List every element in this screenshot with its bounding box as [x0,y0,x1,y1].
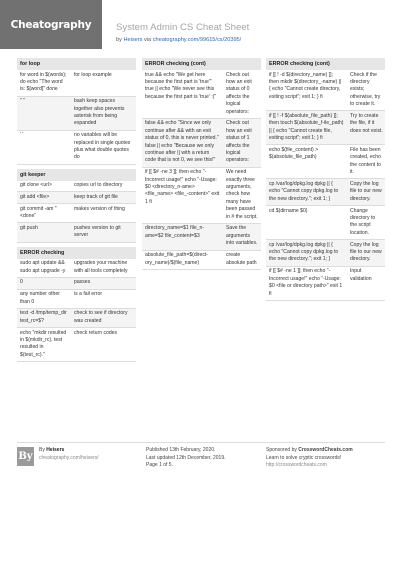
section [17,247,136,362]
footer-author-name[interactable]: Heisers [46,447,65,453]
table-row [17,223,136,242]
table-row [266,179,385,206]
table-row [17,70,136,97]
sponsor-url[interactable]: http://crosswordcheats.com [266,462,327,469]
page-footer [17,442,385,490]
command-cell: echo "mkdir resulted in $(mkdir_rc), test resulted in $(test_rc)." [20,329,67,358]
command-cell: cd $(dirname $0) [269,207,308,214]
command-cell: git clone <url> [20,182,52,189]
description-cell: Check if the directory exists; otherwise, try to create it. [350,71,381,108]
table-row [17,97,136,131]
command-cell: if [[ $# -ne 3 ]]; then echo "-Incorrect usage!" echo "-Usage: $0 <directory_n-ame> <file_name> <file_-content>" exit 1 fi [145,169,220,205]
description-cell: upgrades your machine with all tools completely [74,260,128,274]
description-cell: pushes version to git server [74,225,121,239]
footer-author [39,447,99,462]
command-cell: echo $(file_content) > $(absolute_file_path) [269,147,319,161]
column-1 [17,58,136,366]
description-cell: Check out how an exit status of 1 affects the logical operators: [226,120,252,164]
section-heading: ERROR checking [17,247,136,259]
description-cell: Try to create the file, if it does not exist. [350,113,383,134]
description-cell: check to see if directory was created [74,310,128,324]
column-3 [266,58,385,305]
updated-date: Last updated 12th December, 2019. [146,454,226,461]
table-row [17,192,136,204]
command-cell: cp /var/log/dpkg.log dpkg || { echo "Cannot copy dpkg.log to the new directory."; exit 1; } [269,181,339,202]
footer-sponsor [266,447,353,470]
command-cell: if [[ $# -ne 1 ]]; then echo "-Incorrect usage!" echo "-Usage: $0 <file or directory path>" exit 1 fi [269,268,343,297]
command-cell: if [[ ! -d $(directory_name) ]]; then mkdir $(directory_-name) || { echo "Cannot create directory, exiting script"; exit 1; } fi [269,71,342,100]
table-row [266,145,385,179]
published-date: Published 13th February, 2020. [146,447,216,453]
section-heading: for loop [17,58,136,70]
command-cell: 0 [20,279,23,286]
description-cell: Check out how an exit status of 0 affects the logical operators: [226,71,252,115]
section [142,58,261,270]
footer-author-url[interactable]: cheatography.com/heisers/ [39,454,99,461]
table-row [142,119,261,168]
section-heading: git keeper [17,169,136,181]
table-row [142,251,261,270]
description-cell: bash keep spaces together also prevents asterisk from being expanded [74,98,125,127]
description-cell: We need exactly three arguments, check how many have been passed in # the script. [226,169,258,220]
description-cell: check return codes [74,329,118,336]
description-cell: no variables will be replaced in single quotes plus what double quotes do [74,132,131,161]
sponsor-name[interactable]: CrosswordCheats.com [298,447,353,453]
table-row [17,290,136,309]
table-row [17,181,136,193]
table-row [266,206,385,240]
command-cell: true && echo "We get here because the first part is 'true'" true || echo "We never see this because the first part is 'true' :(" [145,71,217,100]
via-text: via [142,37,153,43]
description-cell: Copy the log file to our new directory. [350,181,382,202]
sponsor-tagline: Learn to solve cryptic crosswords! [266,454,342,461]
command-cell: directory_name=$1 file_n-ame=$2 file_content=$3 [145,225,205,239]
table-row [142,70,261,119]
page-header [0,0,400,56]
description-cell: is a fail error [74,291,103,298]
table-row [142,168,261,224]
description-cell: for loop example [74,71,112,78]
command-cell: sudo apt update && sudo apt upgrade -y [20,260,66,274]
table-row [266,70,385,111]
author-avatar: By [17,447,34,466]
section [266,58,385,301]
section [17,169,136,243]
table-row [17,131,136,165]
author-link[interactable]: Heisers [123,37,143,43]
column-2 [142,58,261,274]
command-cell: false && echo "Since we only continue after && with an exit status of 0, this is never printed." false || echo "Because we only continue after || with a return code that is not 0, we see this!" [145,120,219,164]
description-cell: Save the arguments into variables. [226,225,258,247]
command-cell: cp /var/log/dpkg.log dpkg || { echo "Cannot copy dpkg.log to the new directory."; exit 1; } [269,241,339,263]
command-cell: if [[ ! -f $(absolute_file_path) ]]; then touch $(absolute_f-ile_path) || { echo "Cannot create file, exiting script"; exit 1; } fi [269,113,344,142]
byline [116,37,241,43]
page-number: Page 1 of 5. [146,462,173,469]
command-cell: git add <file> [20,194,50,201]
footer-publish-info [146,447,226,470]
page-title: System Admin CS Cheat Sheet [116,22,250,33]
command-cell: git commit -am "<done" [20,205,57,220]
description-cell: File has been created, echo the content to it. [350,147,381,176]
command-cell: test -d /tmp/temp_dir test_rc=$? [20,310,67,324]
description-cell: copies url to directory [74,182,123,189]
sponsor-prefix: Sponsored by [266,447,299,453]
command-cell: any number other than 0 [20,291,60,305]
description-cell: Input validation [350,268,372,282]
section [17,58,136,165]
description-cell: makes version of thing [74,205,125,212]
table-row [17,309,136,328]
command-cell: ' ' [20,132,24,139]
command-cell: git push [20,225,38,232]
description-cell: keep track of git file [74,194,118,201]
description-cell: Change directory to the script location. [350,207,376,236]
table-row [17,278,136,290]
description-cell: passes [74,279,91,286]
table-row [17,259,136,278]
table-row [266,111,385,145]
table-row [17,204,136,223]
command-cell: " " [20,98,26,105]
command-cell: for word in $(words); do echo "The word is: $[word]" done [20,71,67,93]
description-cell: create absolute path [226,252,257,266]
table-row [17,328,136,362]
table-row [266,267,385,301]
table-row [142,224,261,251]
command-cell: absolute_file_path=$(direct-ory_name)/$(file_name) [145,252,209,266]
sheet-url-link[interactable]: cheatography.com/99615/cs/20395/ [152,37,242,43]
section-heading: ERROR checking (cont) [266,58,385,70]
cheatography-logo[interactable] [0,0,102,49]
by-prefix: by [116,37,124,43]
section-heading: ERROR checking (cont) [142,58,261,70]
logo-text: Cheatography [10,18,92,31]
footer-by-label: By [39,447,45,453]
table-row [266,240,385,267]
description-cell: Copy the log file to our new directory. [350,241,382,263]
